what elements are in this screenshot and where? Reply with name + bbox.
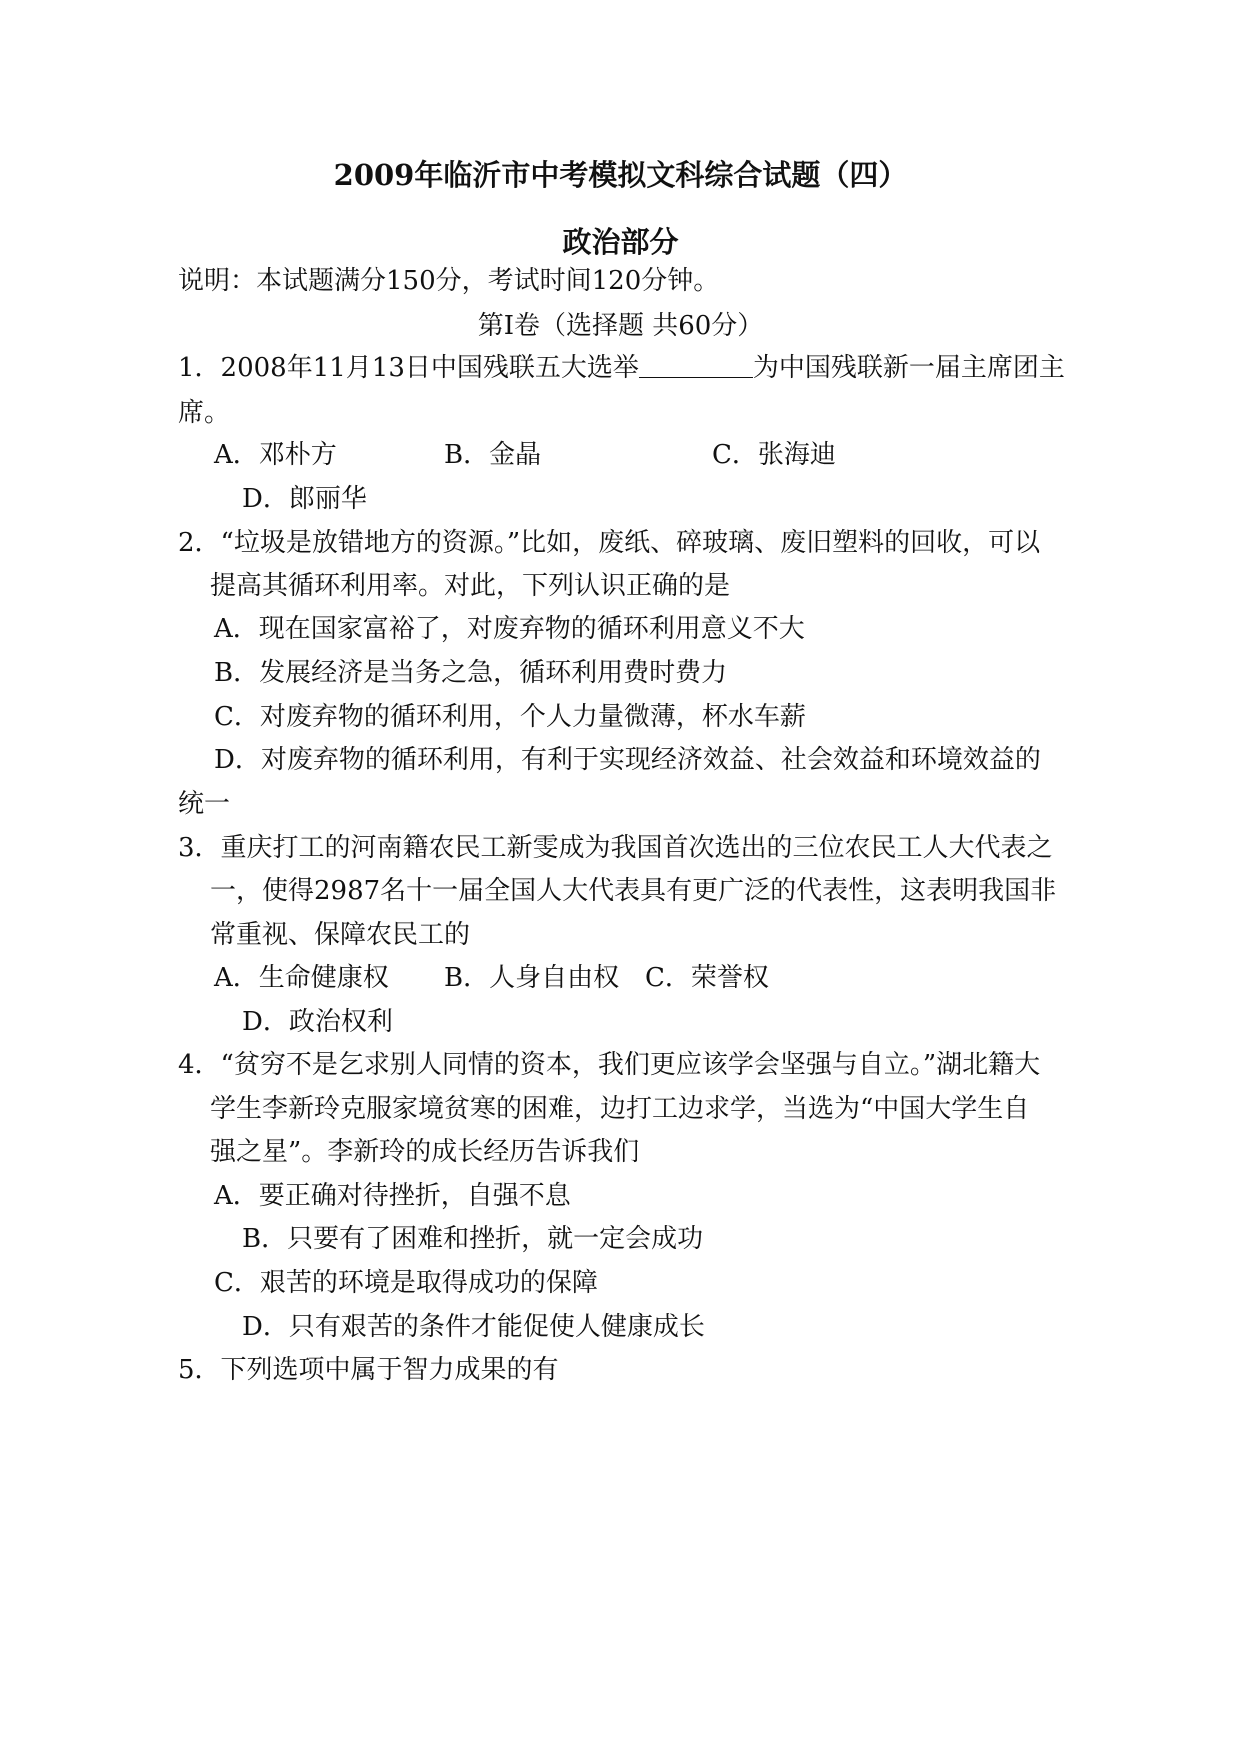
question-2-line-2: 提高其循环利用率。对此，下列认识正确的是 — [210, 571, 731, 601]
question-1-option-b: B．金晶 — [444, 440, 542, 470]
question-2-option-a: A．现在国家富裕了，对废弃物的循环利用意义不大 — [214, 614, 805, 644]
section-subtitle: 政治部分 — [562, 225, 679, 259]
question-2-line-1: 2．“垃圾是放错地方的资源。”比如，废纸、碎玻璃、废旧塑料的回收，可以 — [178, 528, 1041, 558]
question-2-option-d-continued: 统一 — [178, 789, 231, 819]
question-1-text-start: 1．2008年11月13日中国残联五大选举 — [178, 353, 639, 383]
question-3-option-a: A．生命健康权 — [214, 963, 389, 993]
question-2-option-d: D．对废弃物的循环利用，有利于实现经济效益、社会效益和环境效益的 — [214, 745, 1041, 775]
question-3-line-1: 3．重庆打工的河南籍农民工新雯成为我国首次选出的三位农民工人大代表之 — [178, 833, 1053, 863]
question-1-line-1 — [178, 351, 1065, 385]
question-4-option-d: D．只有艰苦的条件才能促使人健康成长 — [242, 1312, 705, 1342]
question-2-option-c: C．对废弃物的循环利用，个人力量微薄，杯水车薪 — [214, 702, 806, 732]
question-5-line-1: 5．下列选项中属于智力成果的有 — [178, 1355, 559, 1385]
question-3-option-d: D．政治权利 — [242, 1007, 393, 1037]
exam-title: 2009年临沂市中考模拟文科综合试题（四） — [333, 158, 908, 192]
question-2-option-b: B．发展经济是当务之急，循环利用费时费力 — [214, 658, 728, 688]
question-3-option-b: B．人身自由权 — [444, 963, 620, 993]
question-1-option-d: D．郎丽华 — [242, 484, 367, 514]
question-3-line-2: 一，使得2987名十一届全国人大代表具有更广泛的代表性，这表明我国非 — [210, 876, 1057, 906]
question-3-line-3: 常重视、保障农民工的 — [210, 920, 471, 950]
question-1-option-c: C．张海迪 — [712, 440, 836, 470]
question-4-option-a: A．要正确对待挫折，自强不息 — [214, 1181, 571, 1211]
question-4-line-2: 学生李新玲克服家境贫寒的困难，边打工边求学，当选为“中国大学生自 — [210, 1094, 1030, 1124]
question-4-option-b: B．只要有了困难和挫折，就一定会成功 — [242, 1224, 704, 1254]
answer-blank — [639, 351, 753, 378]
question-1-line-2: 席。 — [178, 398, 231, 428]
question-1-option-a: A．邓朴方 — [214, 440, 337, 470]
question-1-text-end: 为中国残联新一届主席团主 — [752, 353, 1065, 383]
question-4-option-c: C．艰苦的环境是取得成功的保障 — [214, 1268, 598, 1298]
question-4-line-3: 强之星”。李新玲的成长经历告诉我们 — [210, 1137, 640, 1167]
part-one-heading: 第Ⅰ卷（选择题 共60分） — [477, 311, 764, 341]
question-4-line-1: 4．“贫穷不是乞求别人同情的资本，我们更应该学会坚强与自立。”湖北籍大 — [178, 1050, 1041, 1080]
question-3-option-c: C．荣誉权 — [645, 963, 769, 993]
instructions-note: 说明：本试题满分150分，考试时间120分钟。 — [178, 266, 720, 296]
